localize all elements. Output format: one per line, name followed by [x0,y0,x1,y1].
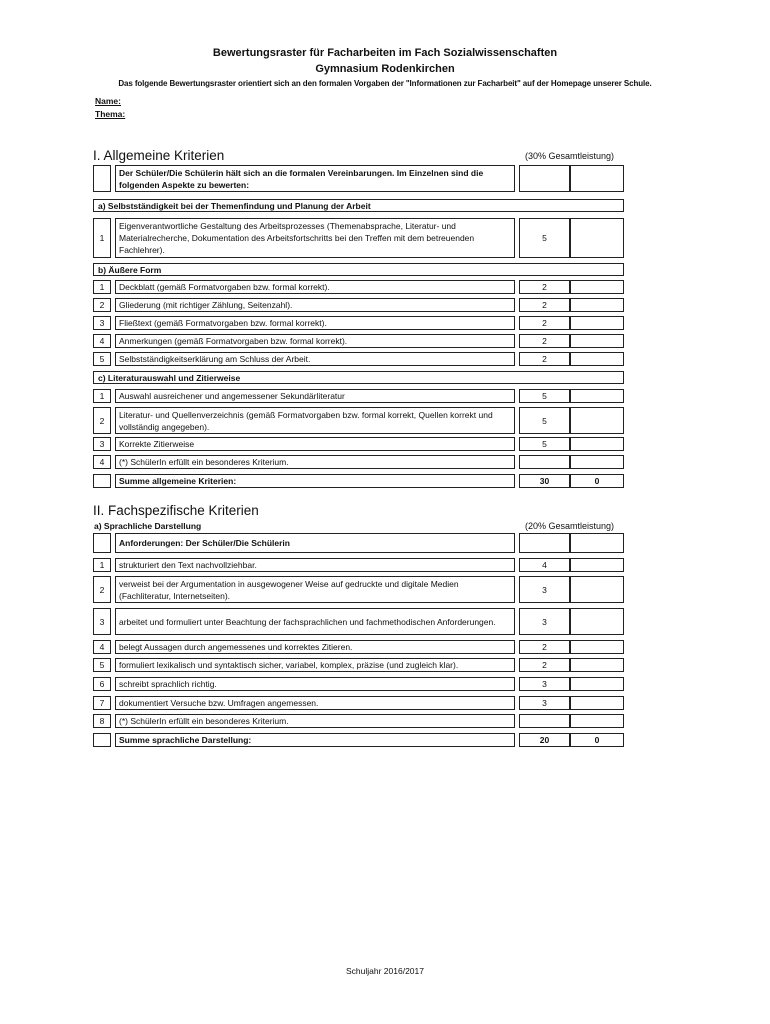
section1-c-item-max-points [519,455,570,469]
section1-b-item-number: 1 [93,280,111,294]
section1-sub-a-header: a) Selbstständigkeit bei der Themenfindung und Planung der Arbeit [93,199,624,212]
section2-item-text: (*) SchülerIn erfüllt ein besonderes Kriterium. [115,714,515,728]
section1-intro-blank [93,165,111,192]
section2-sum-max-points: 20 [519,733,570,747]
section2-item-score [570,608,624,635]
section1-c-item-max-points: 5 [519,407,570,434]
section1-c-item-score [570,389,624,403]
section1-b-item-score [570,280,624,294]
section1-b-item-number: 5 [93,352,111,366]
section2-item-text: strukturiert den Text nachvollziehbar. [115,558,515,572]
section1-a-item-text: Eigenverantwortliche Gestaltung des Arbeitsprozesses (Themenabsprache, Literatur- und Materialrecherche, Dokumentation des Arbeitsfortschritts bei den Treffen mit dem betreuenden Fachlehrer). [115,218,515,258]
section1-sum-max-points: 30 [519,474,570,488]
section2-item-score [570,696,624,710]
section1-b-item-max-points: 2 [519,280,570,294]
section1-heading: I. Allgemeine Kriterien [93,148,225,163]
section2-intro-points [519,533,570,553]
section1-intro-points [519,165,570,192]
section1-c-item-text: (*) SchülerIn erfüllt ein besonderes Kriterium. [115,455,515,469]
section2-sub-a-header: a) Sprachliche Darstellung [94,521,202,531]
section1-sub-c-header: c) Literaturauswahl und Zitierweise [93,371,624,384]
section2-item-text: schreibt sprachlich richtig. [115,677,515,691]
section2-sum-label: Summe sprachliche Darstellung: [115,733,515,747]
section1-c-item-score [570,407,624,434]
section1-b-item-max-points: 2 [519,298,570,312]
section1-b-item-text: Gliederung (mit richtiger Zählung, Seitenzahl). [115,298,515,312]
section1-b-item-score [570,298,624,312]
section1-sum-blank [93,474,111,488]
section1-c-item-number: 3 [93,437,111,451]
section2-item-number: 8 [93,714,111,728]
section2-item-number: 7 [93,696,111,710]
section1-c-item-text: Auswahl ausreichener und angemessener Sekundärliteratur [115,389,515,403]
section2-item-max-points [519,714,570,728]
section2-item-score [570,658,624,672]
section2-item-number: 5 [93,658,111,672]
section2-intro-score [570,533,624,553]
section2-sum-blank [93,733,111,747]
intro-text: Das folgende Bewertungsraster orientiert sich an den formalen Vorgaben der "Informationen zur Facharbeit" auf der Homepage unserer Schule. [118,79,652,88]
section1-intro-score [570,165,624,192]
section1-c-item-max-points: 5 [519,389,570,403]
thema-label: Thema: [95,109,126,119]
section2-item-text: verweist bei der Argumentation in ausgewogener Weise auf gedruckte und digitale Medien (Fachliteratur, Internetseiten). [115,576,515,603]
section1-b-item-number: 3 [93,316,111,330]
section1-c-item-number: 2 [93,407,111,434]
section1-b-item-score [570,352,624,366]
section1-b-item-number: 2 [93,298,111,312]
section1-b-item-text: Selbstständigkeitserklärung am Schluss der Arbeit. [115,352,515,366]
section2-item-number: 4 [93,640,111,654]
section1-c-item-number: 4 [93,455,111,469]
section2-sum-score: 0 [570,733,624,747]
section2-item-text: dokumentiert Versuche bzw. Umfragen angemessen. [115,696,515,710]
section2-intro-text: Anforderungen: Der Schüler/Die Schülerin [115,533,515,553]
document-title: Bewertungsraster für Facharbeiten im Fach Sozialwissenschaften [212,47,558,59]
section2-heading: II. Fachspezifische Kriterien [93,503,259,518]
section2-item-score [570,640,624,654]
section2-item-score [570,558,624,572]
section2-item-max-points: 3 [519,608,570,635]
section1-a-item-number: 1 [93,218,111,258]
section2-item-max-points: 3 [519,677,570,691]
section1-b-item-max-points: 2 [519,316,570,330]
section2-item-text: formuliert lexikalisch und syntaktisch sicher, variabel, komplex, präzise (und zugleich klar). [115,658,515,672]
section2-item-score [570,677,624,691]
school-name: Gymnasium Rodenkirchen [315,63,455,75]
section2-item-text: arbeitet und formuliert unter Beachtung der fachsprachlichen und fachmethodischen Anforderungen. [115,608,515,635]
section1-c-item-text: Literatur- und Quellenverzeichnis (gemäß Formatvorgaben bzw. formal korrekt, Quellen korrekt und vollständig angegeben). [115,407,515,434]
section2-intro-blank [93,533,111,553]
section1-b-item-max-points: 2 [519,334,570,348]
section2-item-max-points: 3 [519,696,570,710]
section2-item-number: 1 [93,558,111,572]
name-label: Name: [95,96,121,106]
section1-c-item-number: 1 [93,389,111,403]
school-year-footer: Schuljahr 2016/2017 [346,966,424,976]
section2-item-max-points: 2 [519,658,570,672]
section1-b-item-score [570,334,624,348]
section2-item-score [570,576,624,603]
section2-item-max-points: 3 [519,576,570,603]
section1-b-item-score [570,316,624,330]
section1-b-item-text: Fließtext (gemäß Formatvorgaben bzw. formal korrekt). [115,316,515,330]
section1-c-item-score [570,437,624,451]
section2-item-max-points: 4 [519,558,570,572]
section1-a-item-score [570,218,624,258]
section1-a-item-max-points: 5 [519,218,570,258]
section1-b-item-max-points: 2 [519,352,570,366]
section1-b-item-text: Anmerkungen (gemäß Formatvorgaben bzw. formal korrekt). [115,334,515,348]
section2-item-number: 6 [93,677,111,691]
section2-item-max-points: 2 [519,640,570,654]
section2-item-text: belegt Aussagen durch angemessenes und korrektes Zitieren. [115,640,515,654]
section1-percentage: (30% Gesamtleistung) [525,151,615,161]
section1-sum-label: Summe allgemeine Kriterien: [115,474,515,488]
section1-b-item-number: 4 [93,334,111,348]
section1-c-item-score [570,455,624,469]
section1-sub-b-header: b) Äußere Form [93,263,624,276]
section1-c-item-max-points: 5 [519,437,570,451]
section1-intro-text: Der Schüler/Die Schülerin hält sich an die formalen Vereinbarungen. Im Einzelnen sind die folgenden Aspekte zu bewerten: [115,165,515,192]
section2-item-number: 3 [93,608,111,635]
section1-b-item-text: Deckblatt (gemäß Formatvorgaben bzw. formal korrekt). [115,280,515,294]
section1-c-item-text: Korrekte Zitierweise [115,437,515,451]
section2-item-score [570,714,624,728]
section1-sum-score: 0 [570,474,624,488]
section2-percentage: (20% Gesamtleistung) [525,521,615,531]
section2-item-number: 2 [93,576,111,603]
